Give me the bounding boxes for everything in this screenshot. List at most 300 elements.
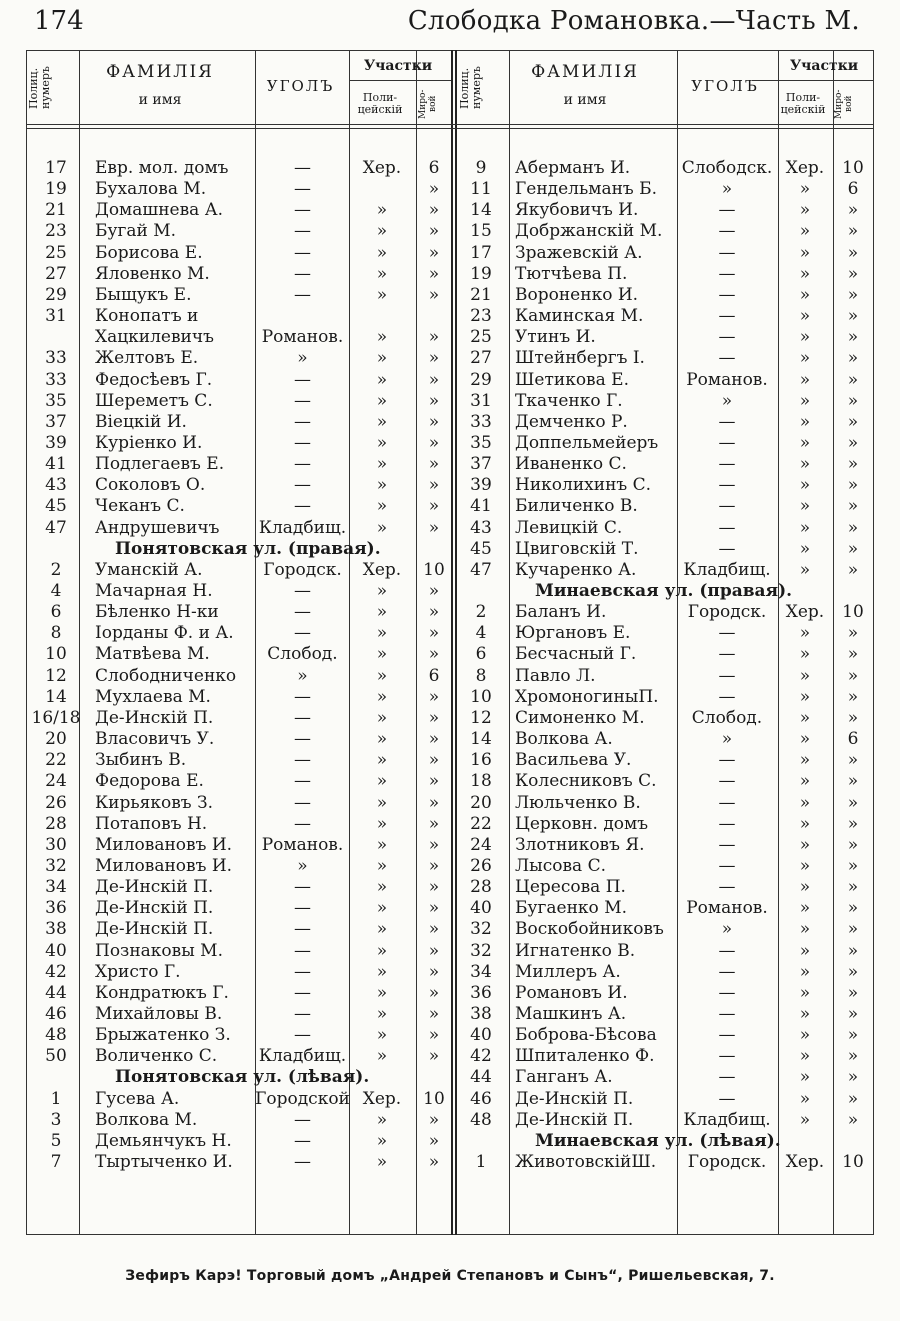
peace-precinct: » — [847, 644, 859, 665]
resident-name: Игнатенко В. — [515, 940, 636, 961]
peace-precinct: » — [847, 898, 859, 919]
house-number: 29 — [45, 284, 67, 305]
table-row — [0, 348, 900, 369]
corner-value: — — [294, 158, 311, 178]
house-number: 50 — [45, 1046, 67, 1067]
resident-name: Симоненко М. — [515, 707, 645, 728]
police-precinct: Хер. — [362, 158, 402, 178]
peace-precinct: » — [847, 919, 859, 940]
resident-name: Мухлаева М. — [95, 686, 211, 707]
police-precinct: » — [376, 877, 388, 898]
police-precinct: » — [799, 792, 811, 813]
house-number: 44 — [470, 1067, 492, 1088]
resident-name: Левицкій С. — [515, 517, 623, 538]
street-heading — [0, 1131, 900, 1152]
police-precinct: » — [376, 200, 388, 221]
house-number: 37 — [470, 454, 492, 475]
peace-precinct: » — [428, 919, 440, 940]
house-number: 34 — [45, 877, 67, 898]
corner-value: — — [718, 221, 736, 242]
table-row — [0, 285, 900, 306]
house-number: 22 — [470, 813, 492, 834]
resident-name: Зыбинъ В. — [95, 750, 187, 771]
police-precinct: » — [376, 750, 388, 771]
police-precinct: » — [799, 877, 811, 898]
corner-value: — — [294, 263, 311, 284]
house-number: 16/18 — [31, 707, 81, 728]
house-number: 5 — [50, 1130, 62, 1151]
police-precinct: » — [799, 496, 811, 517]
resident-name: Де-Инскій П. — [515, 1109, 634, 1130]
table-row — [0, 983, 900, 1004]
resident-name: Гусева А. — [95, 1088, 180, 1109]
corner-value: Романов. — [261, 327, 344, 348]
police-precinct: » — [376, 327, 388, 348]
header-rule — [26, 124, 874, 125]
resident-name: Де-Инскій П. — [515, 1088, 634, 1109]
header-num: Полиц. нумеръ — [458, 66, 483, 110]
corner-value: — — [718, 1025, 736, 1046]
corner-value: — — [718, 348, 736, 369]
resident-name: Быщукъ Е. — [95, 284, 192, 305]
corner-value: — — [294, 1130, 311, 1151]
peace-precinct: 6 — [428, 665, 440, 686]
peace-precinct: » — [847, 284, 859, 305]
police-precinct: » — [376, 771, 388, 792]
police-precinct: » — [376, 242, 388, 263]
corner-value: — — [294, 729, 311, 750]
police-precinct: » — [799, 729, 811, 750]
police-precinct: » — [799, 284, 811, 305]
resident-name: Желтовъ Е. — [95, 348, 199, 369]
corner-value: » — [721, 390, 733, 411]
house-number: 48 — [45, 1025, 67, 1046]
corner-value: Городск. — [687, 602, 767, 623]
resident-name: Лысова С. — [515, 855, 606, 876]
resident-name: Яловенко М. — [95, 263, 210, 284]
peace-precinct: » — [428, 771, 440, 792]
police-precinct: » — [799, 961, 811, 982]
house-number: 12 — [470, 707, 492, 728]
resident-name: Бухалова М. — [95, 179, 207, 200]
police-precinct: » — [799, 623, 811, 644]
house-number: 26 — [45, 792, 67, 813]
peace-precinct: » — [847, 263, 859, 284]
resident-name: Андрушевичъ — [95, 517, 220, 538]
peace-precinct: » — [428, 1025, 440, 1046]
peace-precinct: 10 — [842, 1152, 864, 1173]
house-number: 14 — [470, 200, 492, 221]
peace-precinct: » — [847, 1025, 859, 1046]
police-precinct: » — [799, 432, 811, 453]
peace-precinct: » — [847, 306, 859, 327]
police-precinct: » — [376, 432, 388, 453]
resident-name: Хацкилевичъ — [95, 327, 214, 348]
resident-name: Павло Л. — [515, 665, 596, 686]
house-number: 40 — [470, 898, 492, 919]
house-number: 40 — [45, 940, 67, 961]
police-precinct: » — [376, 940, 388, 961]
house-number: 42 — [470, 1046, 492, 1067]
resident-name: Де-Инскій П. — [95, 877, 214, 898]
peace-precinct: » — [428, 982, 440, 1003]
police-precinct: » — [799, 538, 811, 559]
police-precinct: » — [799, 517, 811, 538]
peace-precinct: » — [428, 1152, 440, 1173]
house-number: 6 — [475, 644, 487, 665]
corner-value: — — [718, 496, 736, 517]
resident-name: Шереметъ С. — [95, 390, 213, 411]
corner-value: Кладбищ. — [683, 559, 771, 580]
police-precinct: » — [799, 200, 811, 221]
peace-precinct: » — [428, 432, 440, 453]
peace-precinct: » — [428, 263, 440, 284]
corner-value: — — [718, 306, 736, 327]
resident-name: Вороненко И. — [515, 284, 639, 305]
police-precinct: » — [376, 834, 388, 855]
peace-precinct: » — [428, 1004, 440, 1024]
resident-name: Миловановъ И. — [95, 834, 233, 855]
corner-value: — — [718, 877, 736, 898]
house-number: 45 — [470, 538, 492, 559]
resident-name: Шпиталенко Ф. — [515, 1046, 655, 1067]
house-number: 2 — [50, 559, 62, 580]
table-row — [0, 1025, 900, 1046]
peace-precinct: » — [428, 517, 440, 538]
police-precinct: Хер. — [362, 559, 402, 580]
table-row — [0, 919, 900, 940]
police-precinct: » — [799, 1025, 811, 1046]
table-row — [0, 1152, 900, 1173]
peace-precinct: » — [847, 390, 859, 411]
house-number: 46 — [470, 1088, 492, 1109]
house-number: 7 — [50, 1152, 62, 1173]
table-row — [0, 1089, 900, 1110]
peace-precinct: » — [847, 813, 859, 834]
resident-name: Биличенко В. — [515, 496, 638, 517]
peace-precinct: » — [847, 411, 859, 432]
corner-value: Слободск. — [681, 158, 773, 178]
house-number: 27 — [470, 348, 492, 369]
corner-value: — — [294, 961, 311, 982]
peace-precinct: » — [428, 369, 440, 390]
resident-name: Шетикова Е. — [515, 369, 629, 390]
peace-precinct: 6 — [847, 729, 859, 750]
corner-value: — — [294, 792, 311, 813]
peace-precinct: » — [847, 496, 859, 517]
house-number: 14 — [45, 686, 67, 707]
peace-precinct: » — [847, 750, 859, 771]
corner-value: — — [718, 517, 736, 538]
peace-precinct: » — [847, 855, 859, 876]
resident-name: Ткаченко Г. — [515, 390, 623, 411]
table-row — [0, 433, 900, 454]
police-precinct: » — [376, 686, 388, 707]
police-precinct: » — [799, 411, 811, 432]
police-precinct: » — [376, 855, 388, 876]
resident-name: Штейнбергъ І. — [515, 348, 645, 369]
resident-name: Познаковы М. — [95, 940, 223, 961]
peace-precinct: » — [847, 877, 859, 898]
street-name: Минаевская ул. (правая). — [535, 581, 793, 601]
house-number: 35 — [45, 390, 67, 411]
table-row — [0, 539, 900, 560]
house-number: 36 — [470, 982, 492, 1003]
house-number: 47 — [45, 517, 67, 538]
peace-precinct: » — [428, 834, 440, 855]
street-name: Понятовская ул. (лѣвая). — [115, 1067, 370, 1088]
house-number: 19 — [470, 263, 492, 284]
corner-value: — — [718, 686, 736, 707]
resident-name: Мачарная Н. — [95, 581, 213, 601]
police-precinct: » — [376, 898, 388, 919]
house-number: 22 — [45, 750, 67, 771]
police-precinct: » — [376, 1130, 388, 1151]
table-row — [0, 1004, 900, 1025]
resident-name: Колесниковъ С. — [515, 771, 657, 792]
resident-name: Каминская М. — [515, 306, 644, 327]
corner-value: — — [294, 919, 311, 940]
police-precinct: » — [376, 284, 388, 305]
resident-name: Конопатъ и — [95, 306, 199, 327]
peace-precinct: » — [847, 348, 859, 369]
police-precinct: » — [376, 982, 388, 1003]
corner-value: Городск. — [687, 1152, 767, 1173]
police-precinct: » — [799, 1109, 811, 1130]
resident-name: Подлегаевъ Е. — [95, 454, 225, 475]
house-number: 21 — [470, 284, 492, 305]
table-row — [0, 644, 900, 665]
corner-value: Романов. — [686, 369, 768, 390]
resident-name: Федосѣевъ Г. — [95, 369, 213, 390]
house-number: 46 — [45, 1004, 67, 1024]
corner-value: — — [294, 475, 311, 496]
house-number: 25 — [45, 242, 67, 263]
police-precinct: » — [376, 602, 388, 623]
police-precinct: » — [799, 898, 811, 919]
resident-name: Тютчѣева П. — [515, 263, 628, 284]
resident-name: Кучаренко А. — [515, 559, 637, 580]
corner-value: Кладбищ. — [683, 1109, 771, 1130]
resident-name: Де-Инскій П. — [95, 898, 214, 919]
peace-precinct: » — [428, 454, 440, 475]
corner-value: — — [718, 940, 736, 961]
corner-value: — — [294, 982, 311, 1003]
corner-value: — — [294, 369, 311, 390]
corner-value: — — [294, 411, 311, 432]
police-precinct: » — [799, 771, 811, 792]
police-precinct: » — [376, 644, 388, 665]
house-number: 3 — [50, 1109, 62, 1130]
resident-name: Воличенко С. — [95, 1046, 218, 1067]
corner-value: — — [718, 475, 736, 496]
resident-name: Бугаенко М. — [515, 898, 628, 919]
police-precinct: » — [799, 834, 811, 855]
corner-value: — — [294, 242, 311, 263]
running-title: Слободка Романовка.—Часть М. — [407, 6, 860, 36]
peace-precinct: » — [428, 1130, 440, 1151]
peace-precinct: » — [847, 221, 859, 242]
resident-name: Кирьяковъ З. — [95, 792, 213, 813]
corner-value: — — [718, 1088, 736, 1109]
resident-name: Люльченко В. — [515, 792, 641, 813]
house-number: 20 — [470, 792, 492, 813]
header-police: Поли-цейскій — [357, 91, 403, 116]
resident-name: Цвиговскій Т. — [515, 538, 639, 559]
peace-precinct: » — [428, 1046, 440, 1067]
police-precinct: » — [376, 961, 388, 982]
police-precinct: » — [376, 1004, 388, 1024]
resident-name: Миллеръ А. — [515, 961, 621, 982]
police-precinct: » — [376, 919, 388, 940]
house-number: 34 — [470, 961, 492, 982]
resident-name: Бугай М. — [95, 221, 177, 242]
police-precinct: » — [799, 327, 811, 348]
resident-name: Утинъ И. — [515, 327, 596, 348]
resident-name: Михайловы В. — [95, 1004, 223, 1024]
peace-precinct: » — [428, 327, 440, 348]
corner-value: — — [294, 200, 311, 221]
corner-value: Слобод. — [691, 707, 763, 728]
peace-precinct: » — [428, 750, 440, 771]
house-number: 6 — [50, 602, 62, 623]
police-precinct: » — [376, 813, 388, 834]
table-row — [0, 793, 900, 814]
house-number: 43 — [470, 517, 492, 538]
peace-precinct: » — [428, 179, 440, 200]
police-precinct: » — [799, 221, 811, 242]
table-row — [0, 856, 900, 877]
peace-precinct: » — [847, 517, 859, 538]
house-number: 32 — [45, 855, 67, 876]
peace-precinct: » — [428, 813, 440, 834]
corner-value: — — [718, 242, 736, 263]
corner-value: — — [718, 792, 736, 813]
peace-precinct: 10 — [423, 559, 445, 580]
corner-value: — — [718, 644, 736, 665]
table-row — [0, 962, 900, 983]
house-number: 14 — [470, 729, 492, 750]
resident-name: Куріенко И. — [95, 432, 203, 453]
corner-value: — — [718, 454, 736, 475]
house-number: 23 — [45, 221, 67, 242]
police-precinct: » — [376, 1152, 388, 1173]
house-number: 21 — [45, 200, 67, 221]
house-number: 23 — [470, 306, 492, 327]
house-number: 10 — [45, 644, 67, 665]
corner-value: — — [718, 432, 736, 453]
table-row — [0, 771, 900, 792]
corner-value: — — [294, 284, 311, 305]
house-number: 29 — [470, 369, 492, 390]
header-surname: ФАМИЛІЯ — [106, 62, 214, 82]
resident-name: Николихинъ С. — [515, 475, 652, 496]
peace-precinct: » — [847, 327, 859, 348]
corner-value: — — [294, 221, 311, 242]
peace-precinct: » — [428, 475, 440, 496]
resident-name: Доппельмейеръ — [515, 432, 659, 453]
peace-precinct: » — [847, 369, 859, 390]
house-number: 40 — [470, 1025, 492, 1046]
resident-name: Борисова Е. — [95, 242, 203, 263]
house-number: 8 — [50, 623, 62, 644]
house-number: 45 — [45, 496, 67, 517]
resident-name: Федорова Е. — [95, 771, 204, 792]
corner-value: — — [294, 686, 311, 707]
table-row — [0, 1110, 900, 1131]
police-precinct: » — [799, 475, 811, 496]
table-row — [0, 475, 900, 496]
peace-precinct: » — [847, 707, 859, 728]
corner-value: Слобод. — [267, 644, 338, 665]
police-precinct: » — [799, 1067, 811, 1088]
house-number: 20 — [45, 729, 67, 750]
table-row — [0, 666, 900, 687]
house-number: 37 — [45, 411, 67, 432]
house-number: 24 — [470, 834, 492, 855]
table-row — [0, 391, 900, 412]
peace-precinct: 6 — [428, 158, 440, 178]
resident-name: Якубовичъ И. — [515, 200, 639, 221]
resident-name: Баланъ И. — [515, 602, 607, 623]
police-precinct: » — [799, 686, 811, 707]
corner-value: — — [294, 1152, 311, 1173]
resident-name: Романовъ И. — [515, 982, 628, 1003]
peace-precinct: » — [428, 242, 440, 263]
police-precinct: » — [376, 665, 388, 686]
house-number: 39 — [470, 475, 492, 496]
table-row — [0, 1046, 900, 1067]
corner-value: — — [718, 263, 736, 284]
resident-name: Зражевскій А. — [515, 242, 643, 263]
resident-name: Де-Инскій П. — [95, 919, 214, 940]
corner-value: Романов. — [261, 834, 344, 855]
resident-name: Злотниковъ Я. — [515, 834, 645, 855]
header-peace: Миро-вой — [418, 89, 438, 119]
house-number: 33 — [45, 348, 67, 369]
peace-precinct: » — [847, 961, 859, 982]
resident-name: ЖивотовскійШ. — [515, 1152, 657, 1173]
table-row — [0, 264, 900, 285]
corner-value: — — [294, 454, 311, 475]
peace-precinct: » — [428, 496, 440, 517]
corner-value: » — [297, 855, 308, 876]
peace-precinct: » — [847, 834, 859, 855]
resident-name: Добржанскій М. — [515, 221, 663, 242]
police-precinct: » — [799, 348, 811, 369]
header-num: Полиц. нумеръ — [27, 66, 52, 110]
corner-value: — — [718, 855, 736, 876]
corner-value: — — [718, 623, 736, 644]
table-row — [0, 243, 900, 264]
header-rule — [349, 80, 451, 81]
peace-precinct: » — [847, 475, 859, 496]
header-surname: ФАМИЛІЯ — [531, 62, 639, 82]
corner-value: — — [718, 750, 736, 771]
header-precincts: Участки — [363, 58, 433, 74]
police-precinct: Хер. — [785, 1152, 825, 1173]
police-precinct: » — [799, 750, 811, 771]
resident-name: Васильева У. — [515, 750, 632, 771]
resident-name: Боброва-Бѣсова — [515, 1025, 657, 1046]
house-number: 39 — [45, 432, 67, 453]
peace-precinct: » — [428, 961, 440, 982]
resident-name: Церковн. домъ — [515, 813, 649, 834]
house-number: 30 — [45, 834, 67, 855]
peace-precinct: » — [847, 538, 859, 559]
house-number: 17 — [470, 242, 492, 263]
peace-precinct: 10 — [842, 602, 864, 623]
